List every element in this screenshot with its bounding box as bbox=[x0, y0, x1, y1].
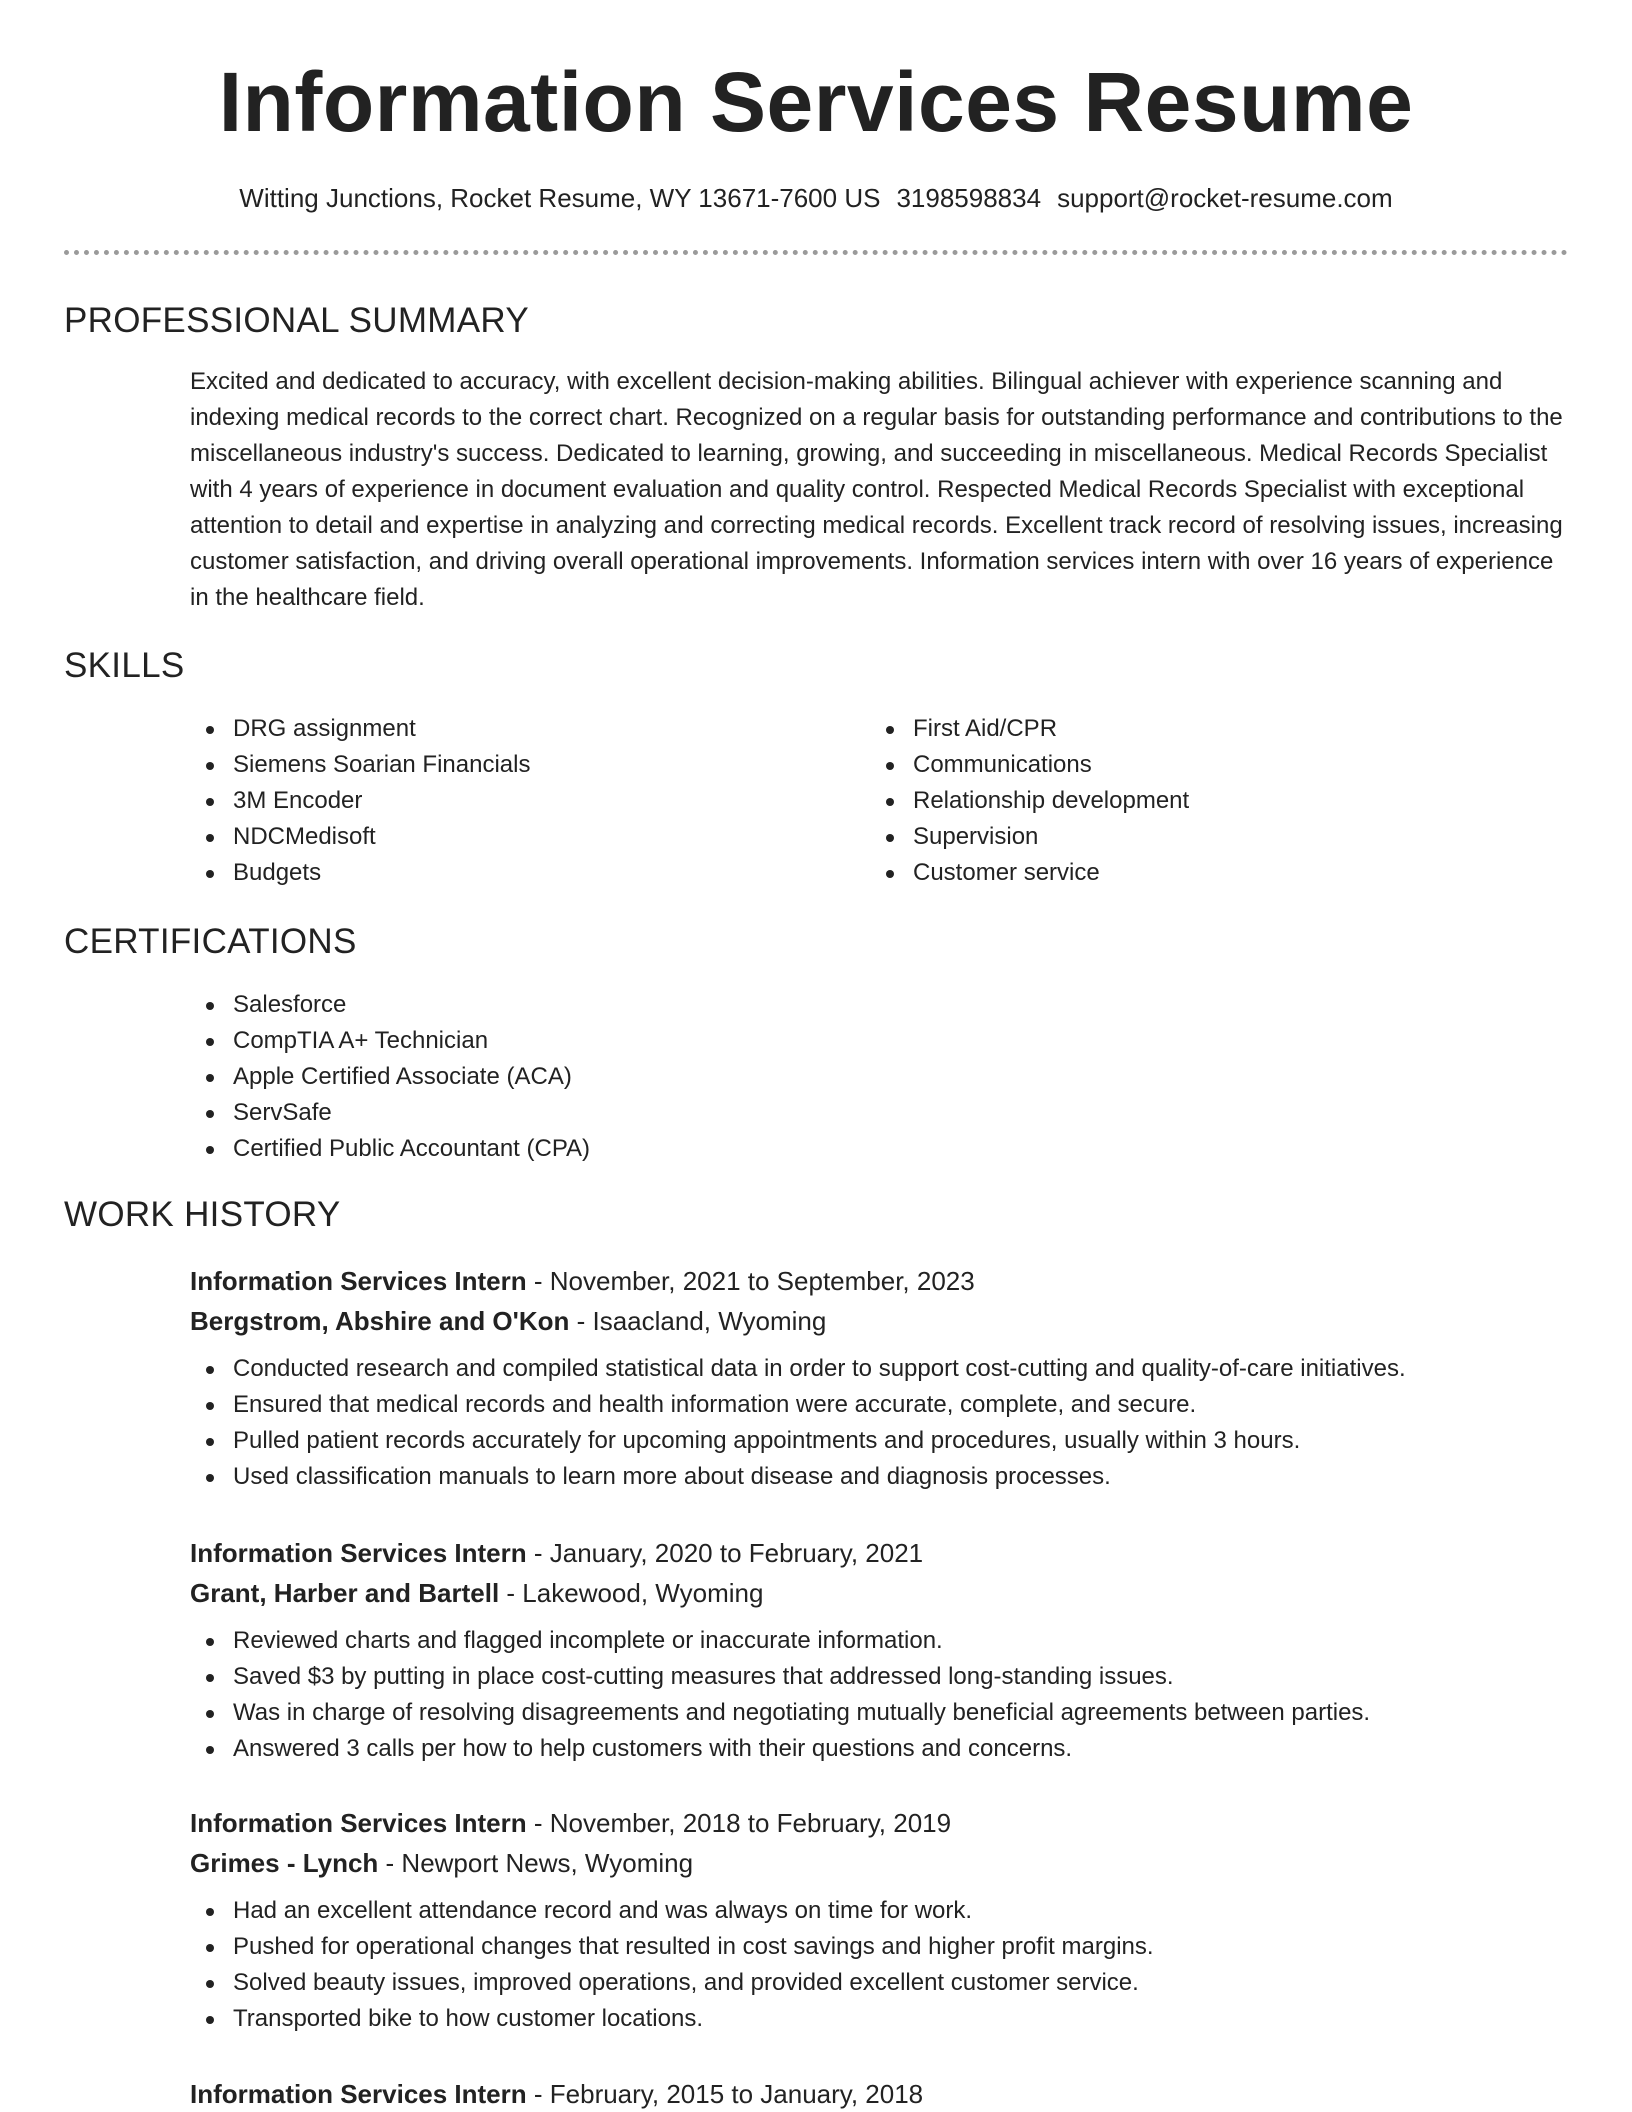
skill-item: Budgets bbox=[190, 855, 790, 891]
skill-item: Communications bbox=[870, 747, 1470, 783]
job-entry bbox=[190, 1261, 1590, 1495]
certifications-list bbox=[190, 987, 990, 1167]
job-company: Grimes - Lynch bbox=[190, 1848, 379, 1878]
skill-item: First Aid/CPR bbox=[870, 711, 1470, 747]
summary-text: Excited and dedicated to accuracy, with excellent decision-making abilities. Bilingual achiever with experience scanning and indexing medical records to the correct chart. Recognized on a regular basis for outstanding performance and contributions to the miscellaneous industry's success. Dedicated to learning, growing, and succeeding in miscellaneous. Medical Records Specialist with 4 years of experience in document evaluation and quality control. Respected Medical Records Specialist with exceptional attention to detail and expertise in analyzing and correcting medical records. Excellent track record of resolving issues, increasing customer satisfaction, and driving overall operational improvements. Information services intern with over 16 years of experience in the healthcare field. bbox=[190, 368, 1563, 611]
job-title-line bbox=[190, 1803, 1590, 1843]
job-duty: Pushed for operational changes that resulted in cost savings and higher profit margins. bbox=[190, 1929, 1590, 1965]
skills-list-left bbox=[190, 711, 790, 891]
contact-address: Witting Junctions, Rocket Resume, WY 13671-7600 US bbox=[239, 183, 881, 213]
job-location: - Isaacland, Wyoming bbox=[569, 1306, 827, 1336]
job-duty: Used classification manuals to learn more about disease and diagnosis processes. bbox=[190, 1459, 1590, 1495]
contact-email: support@rocket-resume.com bbox=[1057, 183, 1393, 213]
job-dates: - November, 2021 to September, 2023 bbox=[526, 1266, 975, 1296]
certification-item: Salesforce bbox=[190, 987, 990, 1023]
job-company-line bbox=[190, 1573, 1590, 1613]
skill-item: Siemens Soarian Financials bbox=[190, 747, 790, 783]
certification-item: CompTIA A+ Technician bbox=[190, 1023, 990, 1059]
job-duty: Solved beauty issues, improved operations, and provided excellent customer service. bbox=[190, 1965, 1590, 2001]
skill-item: Relationship development bbox=[870, 783, 1470, 819]
job-title: Information Services Intern bbox=[190, 1538, 527, 1568]
job-duties bbox=[190, 1351, 1590, 1495]
job-entry bbox=[190, 1803, 1590, 2037]
job-company-line bbox=[190, 1301, 1590, 1341]
job-dates: - November, 2018 to February, 2019 bbox=[526, 1808, 952, 1838]
job-duty: Was in charge of resolving disagreements and negotiating mutually beneficial agreements between parties. bbox=[190, 1695, 1590, 1731]
skill-item: 3M Encoder bbox=[190, 783, 790, 819]
certification-item: Certified Public Accountant (CPA) bbox=[190, 1131, 990, 1167]
certifications-heading: CERTIFICATIONS bbox=[64, 922, 357, 961]
job-dates: - January, 2020 to February, 2021 bbox=[526, 1538, 924, 1568]
job-duty: Pulled patient records accurately for upcoming appointments and procedures, usually within 3 hours. bbox=[190, 1423, 1590, 1459]
skill-item: NDCMedisoft bbox=[190, 819, 790, 855]
work-history-heading: WORK HISTORY bbox=[64, 1195, 341, 1234]
job-entry bbox=[190, 2074, 1590, 2112]
job-dates: - February, 2015 to January, 2018 bbox=[526, 2079, 924, 2109]
job-duty: Transported bike to how customer locations. bbox=[190, 2001, 1590, 2037]
job-duty: Reviewed charts and flagged incomplete or inaccurate information. bbox=[190, 1623, 1590, 1659]
job-duty: Ensured that medical records and health information were accurate, complete, and secure. bbox=[190, 1387, 1590, 1423]
job-duty: Conducted research and compiled statistical data in order to support cost-cutting and quality-of-care initiatives. bbox=[190, 1351, 1590, 1387]
job-title-line bbox=[190, 1533, 1590, 1573]
certification-item: Apple Certified Associate (ACA) bbox=[190, 1059, 990, 1095]
job-duty: Saved $3 by putting in place cost-cutting measures that addressed long-standing issues. bbox=[190, 1659, 1590, 1695]
job-duty: Had an excellent attendance record and was always on time for work. bbox=[190, 1893, 1590, 1929]
job-title-line bbox=[190, 2074, 1590, 2112]
job-location: - Lakewood, Wyoming bbox=[499, 1578, 764, 1608]
certification-item: ServSafe bbox=[190, 1095, 990, 1131]
job-title-line bbox=[190, 1261, 1590, 1301]
job-duties bbox=[190, 1893, 1590, 2037]
job-company-line bbox=[190, 1843, 1590, 1883]
job-duties bbox=[190, 1623, 1590, 1767]
page-title: Information Services Resume bbox=[218, 55, 1414, 149]
contact-line bbox=[0, 180, 1632, 216]
skills-heading: SKILLS bbox=[64, 646, 185, 685]
job-title: Information Services Intern bbox=[190, 2079, 527, 2109]
skill-item: DRG assignment bbox=[190, 711, 790, 747]
job-company: Bergstrom, Abshire and O'Kon bbox=[190, 1306, 570, 1336]
job-title: Information Services Intern bbox=[190, 1808, 527, 1838]
contact-phone: 3198598834 bbox=[896, 183, 1042, 213]
skill-item: Supervision bbox=[870, 819, 1470, 855]
skills-list-right bbox=[870, 711, 1470, 891]
skill-item: Customer service bbox=[870, 855, 1470, 891]
job-duty: Answered 3 calls per how to help customers with their questions and concerns. bbox=[190, 1731, 1590, 1767]
header-divider bbox=[64, 250, 1568, 255]
summary-heading: PROFESSIONAL SUMMARY bbox=[64, 301, 529, 340]
job-company: Grant, Harber and Bartell bbox=[190, 1578, 500, 1608]
job-entry bbox=[190, 1533, 1590, 1767]
job-location: - Newport News, Wyoming bbox=[378, 1848, 694, 1878]
job-title: Information Services Intern bbox=[190, 1266, 527, 1296]
